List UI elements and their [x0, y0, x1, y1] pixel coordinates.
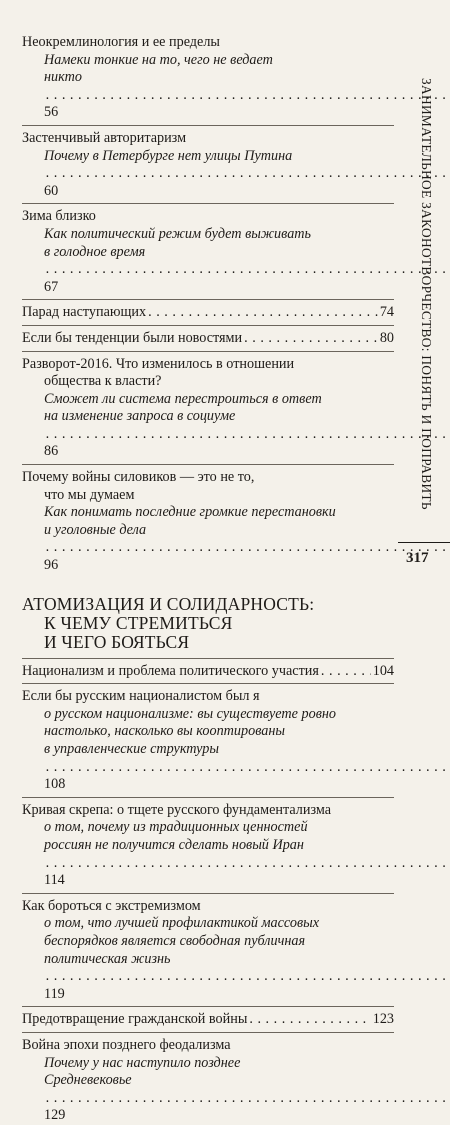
- running-title: ЗАНИМАТЕЛЬНОЕ ЗАКОНОТВОРЧЕСТВО: ПОНЯТЬ И ПОПРАВИТЬ: [419, 78, 434, 510]
- divider: [22, 1006, 394, 1007]
- toc-entry: [22, 356, 394, 462]
- page-ref: 119: [44, 985, 65, 1002]
- page-ref: 108: [44, 776, 66, 793]
- leader-dots: [46, 87, 450, 103]
- page-ref: 74: [379, 304, 394, 321]
- toc-entry-line: [22, 330, 394, 348]
- divider: [22, 1032, 394, 1033]
- toc-entry-subtitle: россиян не получится сделать новый Иран: [44, 836, 304, 853]
- leader-dots: [46, 968, 450, 984]
- toc-entry-title-cont: общества к власти?: [44, 373, 162, 390]
- divider: [22, 658, 394, 659]
- toc-entry-title: Национализм и проблема политического участия: [22, 662, 319, 679]
- page-ref: 104: [372, 662, 394, 679]
- page-ref: 60: [44, 182, 59, 199]
- toc-entry-subtitle: беспорядков является свободная публичная: [44, 932, 306, 949]
- page-ref: 86: [44, 443, 59, 460]
- toc-entry-subtitle: о том, что лучшей профилактикой массовых: [44, 915, 320, 932]
- toc-entry-subtitle: в управленческие структуры: [44, 741, 219, 757]
- toc-entry-line: [22, 1072, 394, 1125]
- toc-entry: [22, 663, 394, 681]
- toc-entry-subtitle: в голодное время: [44, 243, 146, 260]
- toc-entry-subtitle: Как понимать последние громкие перестановки: [44, 504, 336, 521]
- leader-dots: [244, 330, 378, 348]
- toc-entry-title-cont: что мы думаем: [44, 486, 135, 503]
- leader-dots: [46, 855, 450, 871]
- leader-dots: [46, 759, 450, 775]
- toc-entry-line: [22, 663, 394, 681]
- toc-entry: [22, 34, 394, 122]
- toc-entry-title: Если бы русским националистом был я: [22, 688, 260, 705]
- divider: [22, 325, 394, 326]
- leader-dots: [46, 165, 450, 181]
- toc-entry-title: Неокремлинология и ее пределы: [22, 34, 220, 50]
- toc-entry: [22, 304, 394, 322]
- leader-dots: [148, 304, 378, 322]
- page-ref: 129: [44, 1107, 66, 1124]
- toc-entry-subtitle: Средневековье: [44, 1072, 132, 1089]
- toc-entry-title: Если бы тенденции были новостями: [22, 329, 243, 346]
- page-ref: 80: [379, 329, 394, 346]
- toc-entry: [22, 130, 394, 200]
- toc-entry-title: Застенчивый авторитаризм: [22, 129, 187, 146]
- toc-entry-subtitle: Почему в Петербурге нет улицы Путина: [44, 147, 293, 164]
- toc-entry-subtitle: на изменение запроса в социуме: [44, 408, 236, 425]
- toc-entry: [22, 469, 394, 575]
- divider: [22, 683, 394, 684]
- toc-entry-subtitle: Намеки тонкие на то, чего не ведает: [44, 51, 273, 68]
- toc-entry-line: [22, 741, 394, 794]
- toc-entry-line: [22, 69, 394, 122]
- toc-entry-line: [22, 148, 394, 201]
- toc-entry-subtitle: Почему у нас наступило позднее: [44, 1054, 241, 1071]
- toc-entry-subtitle: никто: [44, 69, 82, 86]
- toc-entry-subtitle: Сможет ли система перестроиться в ответ: [44, 390, 322, 407]
- toc-entry-title: Зима близко: [22, 208, 96, 225]
- side-margin: [394, 0, 450, 710]
- toc-entry-line: [22, 408, 394, 461]
- toc-entry: [22, 1011, 394, 1029]
- toc-entry: [22, 802, 394, 890]
- toc-entry-line: [22, 522, 394, 575]
- page-ref: 67: [44, 278, 59, 295]
- page-ref: 96: [44, 557, 59, 574]
- toc-entry-title: Война эпохи позднего феодализма: [22, 1036, 231, 1053]
- toc-entry: [22, 898, 394, 1004]
- divider: [22, 351, 394, 352]
- toc-entry-subtitle: о русском национализме: вы существуете ровно: [44, 705, 336, 722]
- toc-entry-line: [22, 304, 394, 322]
- section-heading-line: АТОМИЗАЦИЯ И СОЛИДАРНОСТЬ:: [22, 593, 315, 614]
- leader-dots: [46, 261, 450, 277]
- section-heading: [22, 595, 394, 652]
- section-heading-line: И ЧЕГО БОЯТЬСЯ: [44, 631, 190, 652]
- toc-entry: [22, 330, 394, 348]
- toc-entry-title: Разворот-2016. Что изменилось в отношении: [22, 355, 295, 372]
- divider: [398, 542, 450, 543]
- divider: [22, 464, 394, 465]
- toc-entry-line: [22, 1011, 394, 1029]
- toc-entry-subtitle: и уголовные дела: [44, 521, 147, 538]
- toc-entry-line: [22, 244, 394, 297]
- toc-entry-subtitle: Как политический режим будет выживать: [44, 225, 311, 242]
- divider: [22, 893, 394, 894]
- toc-entry-subtitle: политическая жизнь: [44, 950, 171, 967]
- toc-entry-title: Предотвращение гражданской войны: [22, 1011, 248, 1028]
- toc-entry-title: Как бороться с экстремизмом: [22, 897, 201, 914]
- table-of-contents: [22, 34, 394, 1125]
- leader-dots: [321, 663, 371, 681]
- leader-dots: [249, 1011, 370, 1029]
- toc-entry-title: Почему войны силовиков — это не то,: [22, 469, 255, 486]
- page-ref: 114: [44, 872, 65, 889]
- toc-entry-title: Парад наступающих: [22, 304, 147, 321]
- toc-entry: [22, 688, 394, 794]
- divider: [22, 797, 394, 798]
- page-number: 317: [406, 550, 429, 566]
- leader-dots: [46, 539, 450, 555]
- toc-entry-subtitle: настолько, насколько вы кооптированы: [44, 723, 286, 740]
- toc-entry: [22, 208, 394, 296]
- toc-entry-title: Кривая скрепа: о тщете русского фундаментализма: [22, 801, 332, 818]
- section-heading-line: К ЧЕМУ СТРЕМИТЬСЯ: [44, 612, 233, 633]
- toc-entry: [22, 1037, 394, 1125]
- toc-entry-line: [22, 837, 394, 890]
- leader-dots: [46, 1090, 450, 1106]
- toc-entry-line: [22, 951, 394, 1004]
- page-ref: 56: [44, 104, 59, 121]
- leader-dots: [46, 426, 450, 442]
- divider: [22, 125, 394, 126]
- toc-entry-subtitle: о том, почему из традиционных ценностей: [44, 819, 308, 836]
- divider: [22, 203, 394, 204]
- divider: [22, 299, 394, 300]
- page-ref: 123: [372, 1011, 394, 1028]
